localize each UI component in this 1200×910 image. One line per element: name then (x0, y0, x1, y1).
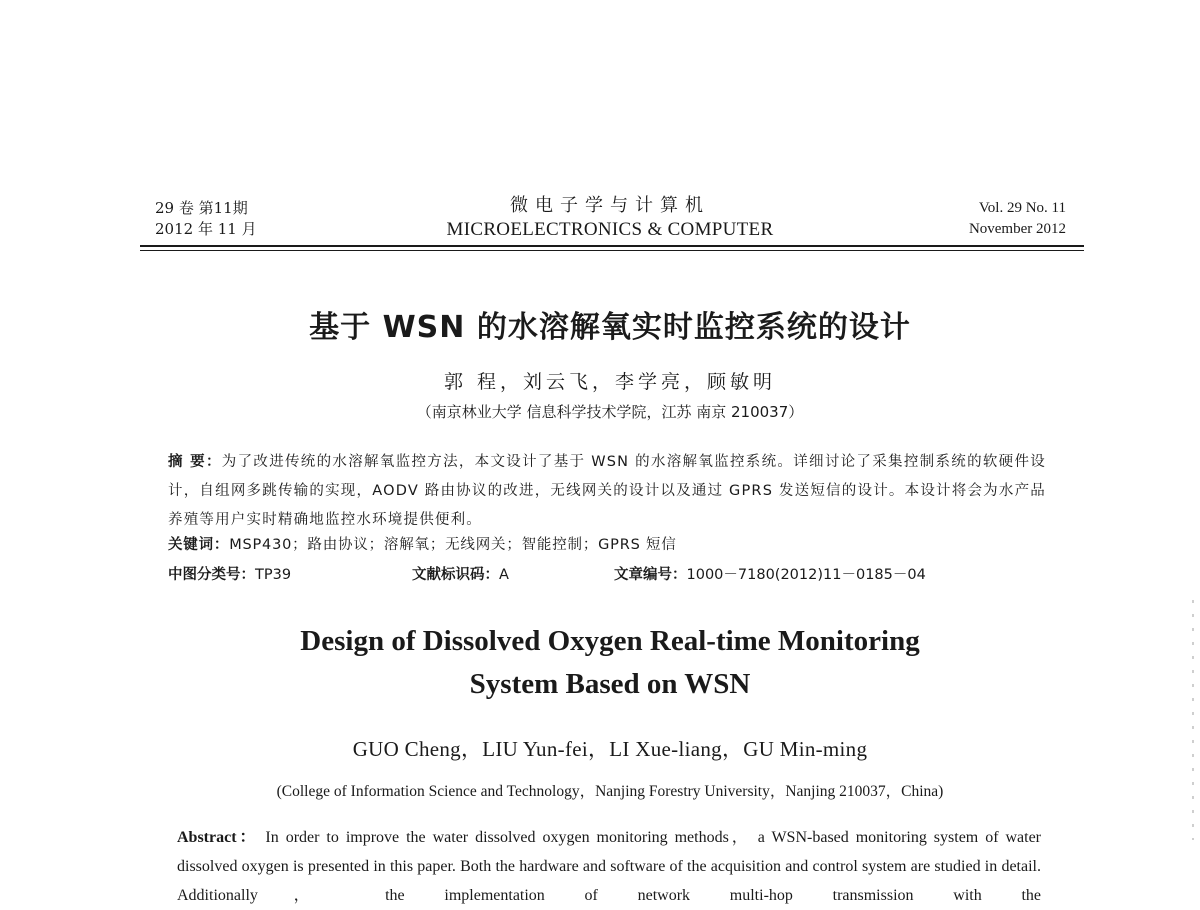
paper-title-cn: 基于 WSN 的水溶解氧实时监控系统的设计 (309, 310, 911, 345)
header-rule-thin (140, 250, 1084, 251)
article-number-value: 1000－7180(2012)11－0185－04 (686, 567, 926, 583)
journal-name-cn: 微电子学与计算机 (510, 195, 710, 216)
running-header-right (969, 198, 1066, 240)
paper-title-en-line1: Design of Dissolved Oxygen Real-time Monitoring (300, 625, 920, 657)
clc-number (168, 563, 291, 584)
keywords-cn-text: MSP430；路由协议；溶解氧；无线网关；智能控制；GPRS 短信 (229, 537, 677, 553)
scan-edge-marks (1192, 600, 1194, 840)
abstract-en-label: Abstract： (177, 829, 259, 846)
authors-en: GUO Cheng，LIU Yun-fei，LI Xue-liang，GU Min-ming (352, 737, 868, 761)
volume-issue-cn: 29 卷 第11期 (155, 199, 248, 217)
abstract-en-text: In order to improve the water dissolved oxygen monitoring methods， a WSN-based monitoring system of water dissolved oxygen is presented in this paper. Both the hardware and software of the acquisition and control system are studied in detail. Additionally， the implementation of network multi-hop transmission with the (177, 829, 1042, 904)
affiliation-en: (College of Information Science and Technology，Nanjing Forestry University，Nanjing 210037，China) (276, 783, 944, 800)
paper-title-en-line2: System Based on WSN (469, 668, 751, 700)
date-en: November 2012 (968, 221, 1066, 237)
keywords-cn-label: 关键词： (168, 537, 230, 553)
paper-title-en (0, 620, 1200, 706)
clc-label: 中图分类号： (168, 567, 255, 583)
journal-name-en: MICROELECTRONICS & COMPUTER (446, 219, 774, 240)
volume-issue-en: Vol. 29 No. 11 (978, 200, 1066, 216)
doc-code-value: A (499, 567, 509, 583)
header-rule-thick (140, 245, 1084, 247)
abstract-cn-text: 为了改进传统的水溶解氧监控方法，本文设计了基于 WSN 的水溶解氧监控系统。详细讨论了采集控制系统的软硬件设计，自组网多跳传输的实现，AODV 路由协议的改进，无线网关的设计以及通过 GPRS 发送短信的设计。本设计将会为水产品养殖等用户实时精确地监控水环境提供便利。 (168, 454, 1046, 528)
abstract-en (177, 823, 1041, 910)
running-header-center (400, 194, 820, 242)
document-code (412, 563, 509, 584)
abstract-cn-label: 摘 要： (168, 454, 222, 470)
abstract-cn (168, 448, 1046, 535)
date-cn: 2012 年 11 月 (155, 220, 257, 238)
doc-code-label: 文献标识码： (412, 567, 499, 583)
running-header-left (155, 198, 257, 240)
article-number-label: 文章编号： (614, 567, 687, 583)
affiliation-cn: （南京林业大学 信息科学技术学院，江苏 南京 210037） (416, 403, 804, 421)
keywords-cn (168, 533, 1046, 554)
authors-cn: 郭 程，刘云飞，李学亮，顾敏明 (443, 371, 777, 393)
clc-value: TP39 (255, 567, 292, 583)
article-number (614, 563, 926, 584)
